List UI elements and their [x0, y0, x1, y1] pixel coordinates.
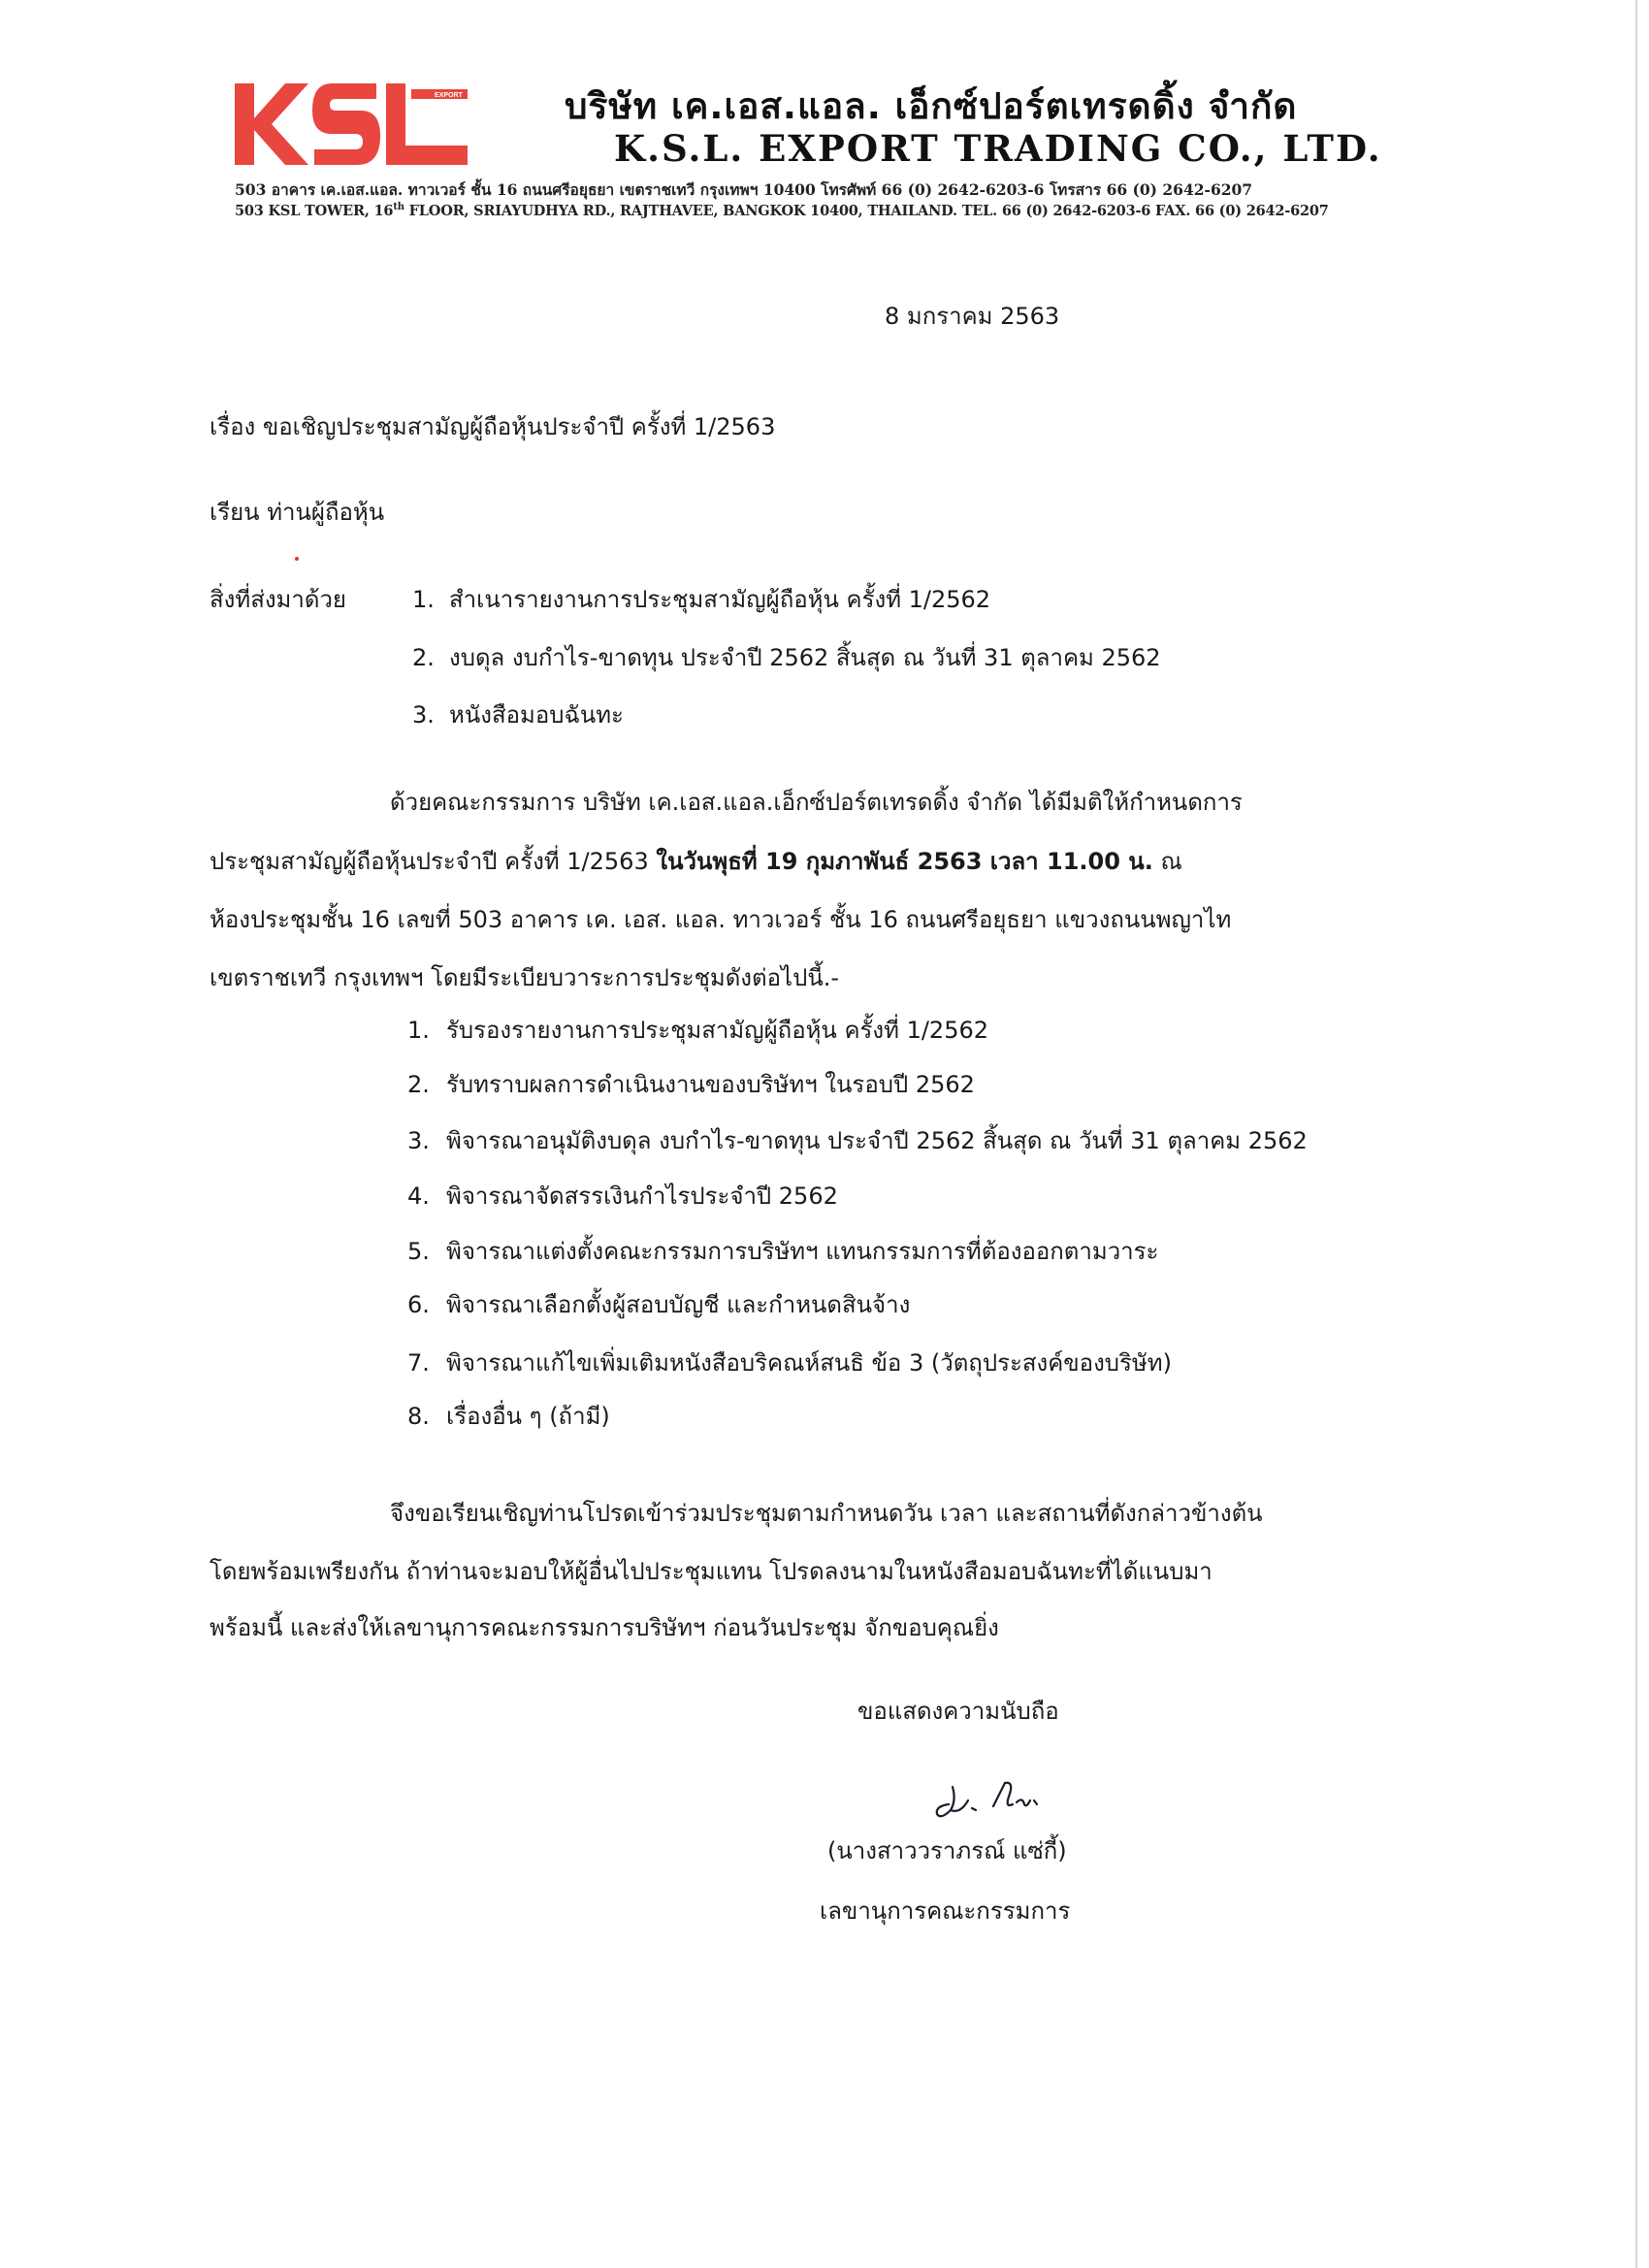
signatory-name: (นางสาววราภรณ์ แซ่กี้): [827, 1837, 1067, 1864]
letter-addressee: เรียน ท่านผู้ถือหุ้น: [210, 499, 385, 526]
letter-subject: เรื่อง ขอเชิญประชุมสามัญผู้ถือหุ้นประจำปี ครั้งที่ 1/2563: [210, 413, 776, 440]
meeting-datetime: ในวันพุธที่ 19 กุมภาพันธ์ 2563 เวลา 11.00 น.: [656, 848, 1153, 875]
body-line: เขตราชเทวี กรุงเทพฯ โดยมีระเบียบวาระการประชุมดังต่อไปนี้.-: [210, 964, 840, 991]
letter-date: 8 มกราคม 2563: [885, 303, 1060, 330]
company-logo: [235, 83, 468, 165]
company-name-thai: บริษัท เค.เอส.แอล. เอ็กซ์ปอร์ตเทรดดิ้ง จำกัด: [565, 85, 1298, 127]
enclosure-item: 1. สำเนารายงานการประชุมสามัญผู้ถือหุ้น ครั้งที่ 1/2562: [412, 586, 991, 613]
agenda-item: 1. รับรองรายงานการประชุมสามัญผู้ถือหุ้น ครั้งที่ 1/2562: [407, 1017, 989, 1044]
closing-salutation: ขอแสดงความนับถือ: [857, 1698, 1059, 1725]
logo-export-text: EXPORT: [435, 92, 463, 99]
body-line: ห้องประชุมชั้น 16 เลขที่ 503 อาคาร เค. เอส. แอล. ทาวเวอร์ ชั้น 16 ถนนศรีอยุธยา แขวงถนนพญาไท: [210, 906, 1232, 933]
body-line-meeting-date: ประชุมสามัญผู้ถือหุ้นประจำปี ครั้งที่ 1/2563 ในวันพุธที่ 19 กุมภาพันธ์ 2563 เวลา 11.00 น. ณ: [210, 848, 1182, 875]
invitation-line: โดยพร้อมเพรียงกัน ถ้าท่านจะมอบให้ผู้อื่นไปประชุมแทน โปรดลงนามในหนังสือมอบฉันทะที่ได้แนบมา: [210, 1558, 1212, 1585]
signatory-title: เลขานุการคณะกรรมการ: [820, 1897, 1071, 1925]
enclosure-item: 3. หนังสือมอบฉันทะ: [412, 701, 624, 729]
handwritten-signature: [922, 1771, 1086, 1826]
company-name-english: K.S.L. EXPORT TRADING CO., LTD.: [614, 127, 1382, 170]
agenda-item: 4. พิจารณาจัดสรรเงินกำไรประจำปี 2562: [407, 1183, 838, 1210]
enclosure-item: 2. งบดุล งบกำไร-ขาดทุน ประจำปี 2562 สิ้นสุด ณ วันที่ 31 ตุลาคม 2562: [412, 644, 1161, 671]
company-address-thai: 503 อาคาร เค.เอส.แอล. ทาวเวอร์ ชั้น 16 ถนนศรีอยุธยา เขตราชเทวี กรุงเทพฯ 10400 โทรศัพท์ 66 (0) 2642-6203-6 โทรสาร 66 (0) 2642-6207: [235, 180, 1253, 199]
agenda-item: 7. พิจารณาแก้ไขเพิ่มเติมหนังสือบริคณห์สนธิ ข้อ 3 (วัตถุประสงค์ของบริษัท): [407, 1349, 1172, 1377]
stray-red-mark: [295, 557, 299, 561]
agenda-item: 2. รับทราบผลการดำเนินงานของบริษัทฯ ในรอบปี 2562: [407, 1071, 975, 1098]
agenda-item: 3. พิจารณาอนุมัติงบดุล งบกำไร-ขาดทุน ประจำปี 2562 สิ้นสุด ณ วันที่ 31 ตุลาคม 2562: [407, 1127, 1308, 1154]
agenda-item: 6. พิจารณาเลือกตั้งผู้สอบบัญชี และกำหนดสินจ้าง: [407, 1291, 911, 1318]
company-address-english: 503 KSL TOWER, 16th FLOOR, SRIAYUDHYA RD., RAJTHAVEE, BANGKOK 10400, THAILAND. TEL. 66 (0) 2642-6203-6 FAX. 66 (0) 2642-6207: [235, 202, 1329, 219]
invitation-line: พร้อมนี้ และส่งให้เลขานุการคณะกรรมการบริษัทฯ ก่อนวันประชุม จักขอบคุณยิ่ง: [210, 1614, 999, 1641]
enclosures-label: สิ่งที่ส่งมาด้วย: [210, 586, 346, 613]
body-line: ด้วยคณะกรรมการ บริษัท เค.เอส.แอล.เอ็กซ์ปอร์ตเทรดดิ้ง จำกัด ได้มีมติให้กำหนดการ: [390, 789, 1243, 816]
scan-edge-line: [1635, 0, 1637, 2268]
agenda-item: 8. เรื่องอื่น ๆ (ถ้ามี): [407, 1403, 610, 1430]
agenda-item: 5. พิจารณาแต่งตั้งคณะกรรมการบริษัทฯ แทนกรรมการที่ต้องออกตามวาระ: [407, 1238, 1159, 1265]
invitation-line: จึงขอเรียนเชิญท่านโปรดเข้าร่วมประชุมตามกำหนดวัน เวลา และสถานที่ดังกล่าวข้างต้น: [390, 1500, 1263, 1527]
